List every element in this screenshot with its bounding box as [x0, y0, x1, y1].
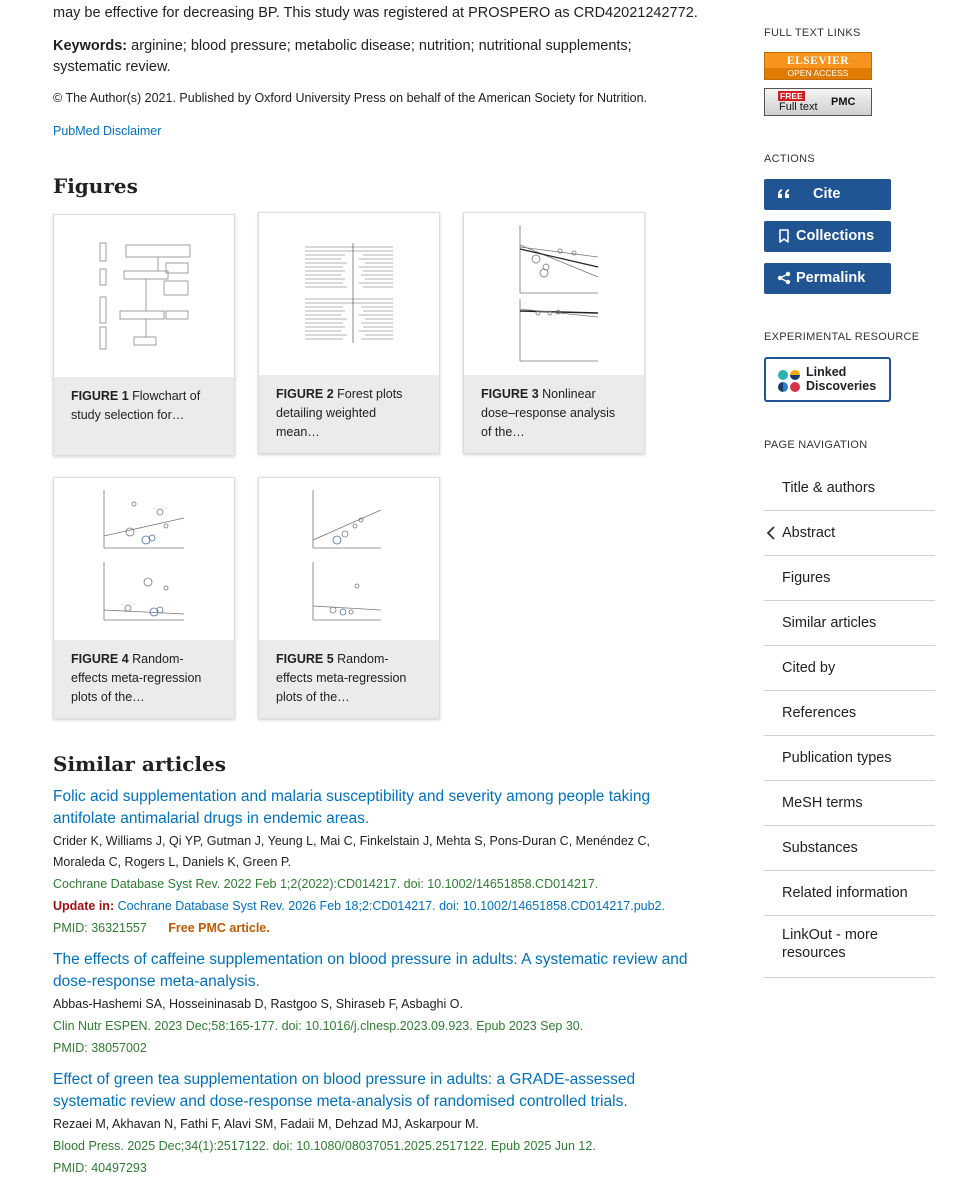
nav-item-substances[interactable] [764, 826, 935, 871]
cite-button[interactable] [764, 179, 891, 210]
nav-item-label: Abstract [782, 525, 836, 541]
nav-item-label: Title & authors [782, 480, 875, 496]
page-navigation-heading: PAGE NAVIGATION [764, 439, 868, 451]
keywords [53, 36, 693, 78]
linked-discoveries-button[interactable] [764, 357, 891, 402]
figure-4-caption [54, 640, 234, 718]
pmc-logo-text: PMC [831, 96, 856, 108]
figure-2-caption [259, 375, 439, 453]
figure-5-caption [259, 640, 439, 718]
nav-item-references[interactable] [764, 691, 935, 736]
figure-thumbnail-3[interactable] [463, 212, 645, 454]
similar-article-2-source: Clin Nutr ESPEN. 2023 Dec;58:165-177. doi: 10.1016/j.clnesp.2023.09.923. Epub 2023 Sep 30. [53, 1019, 584, 1033]
figure-5-image [259, 478, 439, 640]
permalink-button[interactable] [764, 263, 891, 294]
experimental-resource-heading: EXPERIMENTAL RESOURCE [764, 331, 920, 343]
pmc-full-text-label: Full text [779, 101, 818, 113]
nav-item-label: Cited by [782, 660, 836, 676]
keywords-text: arginine; blood pressure; metabolic disease; nutrition; nutritional supplements; systematic review. [53, 38, 632, 75]
figure-thumbnail-5[interactable] [258, 477, 440, 719]
nav-item-label: Related information [782, 885, 908, 901]
similar-article-3-title[interactable]: Effect of green tea supplementation on blood pressure in adults: a GRADE-assessed systematic review and dose-response meta-analysis of randomised controlled trials. [53, 1071, 636, 1110]
nav-item-similar-articles[interactable] [764, 601, 935, 646]
similar-article-3-authors: Rezaei M, Akhavan N, Fathi F, Alavi SM, Fadaii M, Dehzad MJ, Askarpour M. [53, 1117, 479, 1131]
free-pmc-article-badge: Free PMC article. [168, 921, 270, 935]
nav-item-publication-types[interactable] [764, 736, 935, 781]
nav-item-mesh-terms[interactable] [764, 781, 935, 826]
update-in-link[interactable]: Cochrane Database Syst Rev. 2026 Feb 18;2:CD014217. doi: 10.1002/14651858.CD014217.pub2. [117, 899, 665, 913]
free-pmc-full-text-link[interactable] [764, 88, 872, 116]
similar-article-1-authors: Crider K, Williams J, Qi YP, Gutman J, Yeung L, Mai C, Finkelstain J, Mehta S, Pons-Duran C, Menéndez C, Moraleda C, Rogers L, Daniels K, Green P. [53, 834, 651, 869]
full-text-links-heading: FULL TEXT LINKS [764, 27, 861, 39]
figure-thumbnail-4[interactable] [53, 477, 235, 719]
figure-1-label: FIGURE 1 [71, 389, 129, 403]
figure-3-image [464, 213, 644, 375]
nav-item-title-authors[interactable] [764, 466, 935, 511]
figure-2-image [259, 213, 439, 375]
similar-article-1-pmid-row [53, 918, 703, 939]
figure-4-label: FIGURE 4 [71, 652, 129, 666]
nav-item-related-information[interactable] [764, 871, 935, 916]
figure-3-caption-text: Nonlinear dose–response analysis of the… [481, 387, 616, 439]
bookmark-icon [776, 228, 792, 244]
figure-1-caption-text: Flowchart of study selection for… [71, 389, 201, 422]
figure-3-caption [464, 375, 644, 453]
nav-item-label: References [782, 705, 857, 721]
figure-1-caption [54, 377, 234, 455]
share-icon [776, 270, 792, 286]
linked-label: Linked [806, 365, 847, 379]
nav-item-label: LinkOut - more resources [782, 927, 878, 961]
keywords-label: Keywords: [53, 38, 128, 54]
nav-item-label: Substances [782, 840, 858, 856]
permalink-label: Permalink [796, 270, 866, 286]
similar-article-2 [53, 949, 703, 1059]
nav-item-linkout[interactable] [764, 916, 935, 978]
linked-discoveries-text [806, 365, 876, 393]
similar-article-1-title[interactable]: Folic acid supplementation and malaria susceptibility and severity among people taking antifolate antimalarial drugs in endemic areas. [53, 788, 651, 827]
figure-2-caption-text: Forest plots detailing weighted mean… [276, 387, 403, 439]
nav-item-cited-by[interactable] [764, 646, 935, 691]
linked-discoveries-icon [777, 369, 801, 393]
copyright-notice: © The Author(s) 2021. Published by Oxford University Press on behalf of the American Society for Nutrition. [53, 91, 647, 105]
similar-article-3-pmid: PMID: 40497293 [53, 1161, 147, 1175]
figure-thumbnail-2[interactable] [258, 212, 440, 454]
similar-article-1-source: Cochrane Database Syst Rev. 2022 Feb 1;2(2022):CD014217. doi: 10.1002/14651858.CD014217. [53, 877, 599, 891]
pubmed-disclaimer-link[interactable]: PubMed Disclaimer [53, 124, 162, 138]
elsevier-open-access-link[interactable] [764, 52, 872, 80]
figure-5-caption-text: Random-effects meta-regression plots of the… [276, 652, 407, 704]
collections-button[interactable] [764, 221, 891, 252]
figure-5-label: FIGURE 5 [276, 652, 334, 666]
similar-article-2-title[interactable]: The effects of caffeine supplementation on blood pressure in adults: A systematic review and dose-response meta-analysis. [53, 951, 688, 990]
figure-4-image [54, 478, 234, 640]
nav-item-label: MeSH terms [782, 795, 863, 811]
discoveries-label: Discoveries [806, 379, 877, 393]
figure-4-caption-text: Random-effects meta-regression plots of the… [71, 652, 202, 704]
open-access-text: OPEN ACCESS [765, 68, 871, 79]
similar-article-3 [53, 1069, 703, 1179]
similar-article-2-authors: Abbas-Hashemi SA, Hosseininasab D, Rastgoo S, Shiraseb F, Asbaghi O. [53, 997, 463, 1011]
nav-item-abstract[interactable] [764, 511, 935, 556]
similar-article-3-source: Blood Press. 2025 Dec;34(1):2517122. doi: 10.1080/08037051.2025.2517122. Epub 2025 Jun 12. [53, 1139, 596, 1153]
elsevier-logo-text: ELSEVIER [786, 55, 850, 67]
similar-article-1 [53, 786, 703, 939]
abstract-text-end: may be effective for decreasing BP. This study was registered at PROSPERO as CRD42021242772. [53, 5, 698, 21]
figures-heading: Figures [53, 174, 138, 198]
pmc-free-label: FREE [780, 91, 803, 101]
figure-3-label: FIGURE 3 [481, 387, 539, 401]
page-navigation-list [764, 466, 935, 978]
nav-item-label: Publication types [782, 750, 892, 766]
similar-article-1-update [53, 896, 703, 917]
similar-article-1-pmid: PMID: 36321557 [53, 921, 147, 935]
figure-thumbnail-1[interactable] [53, 214, 235, 456]
cite-label: Cite [813, 186, 841, 202]
nav-item-label: Figures [782, 570, 831, 586]
similar-article-2-pmid: PMID: 38057002 [53, 1041, 147, 1055]
figure-1-image [54, 215, 234, 377]
nav-item-label: Similar articles [782, 615, 877, 631]
figure-2-label: FIGURE 2 [276, 387, 334, 401]
quote-icon [776, 186, 792, 202]
update-in-label: Update in: [53, 899, 115, 913]
nav-item-figures[interactable] [764, 556, 935, 601]
similar-articles-heading: Similar articles [53, 752, 226, 776]
actions-heading: ACTIONS [764, 153, 815, 165]
collections-label: Collections [796, 228, 875, 244]
chevron-left-icon [766, 526, 776, 540]
